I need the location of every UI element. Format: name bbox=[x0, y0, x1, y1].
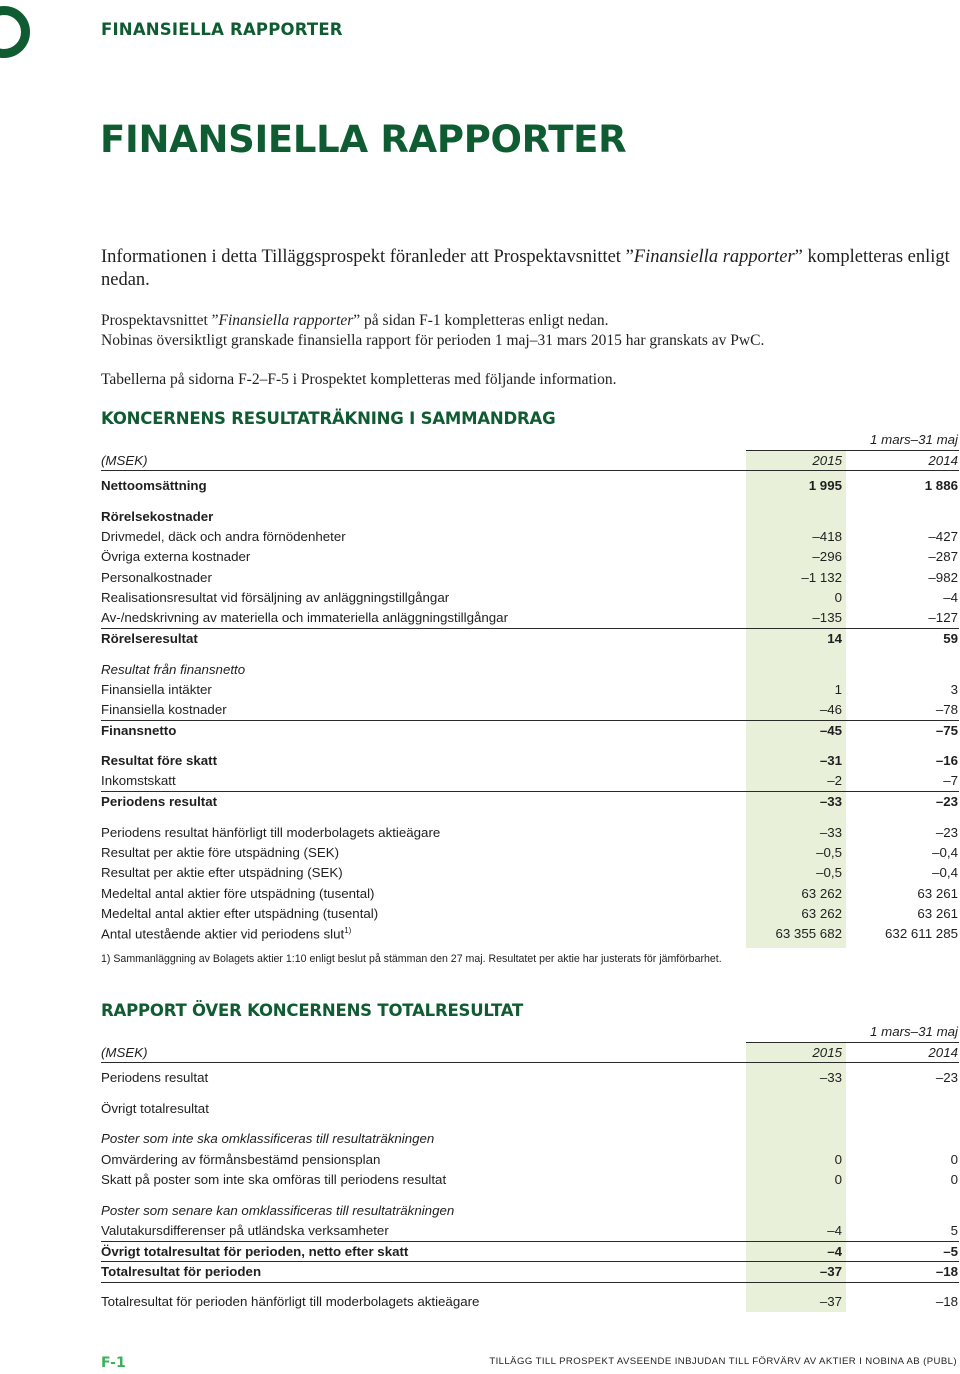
table-row: Nettoomsättning 1 995 1 886 bbox=[101, 478, 958, 493]
table-row: Periodens resultat –33 –23 bbox=[101, 794, 958, 809]
corner-ring-decoration bbox=[0, 6, 30, 58]
intro-paragraph: Informationen i detta Tilläggsprospekt föranleder att Prospektavsnittet ”Finansiella rapporter” kompletteras enligt nedan. bbox=[101, 247, 950, 290]
total-rule bbox=[101, 1282, 959, 1283]
table-row: Realisationsresultat vid försäljning av anläggningstillgångar 0 –4 bbox=[101, 590, 958, 605]
page-title: FINANSIELLA RAPPORTER bbox=[100, 118, 627, 161]
table-row: Totalresultat för perioden hänförligt till moderbolagets aktieägare –37 –18 bbox=[101, 1294, 958, 1309]
table-row: Rörelsekostnader bbox=[101, 509, 214, 524]
table-row: Finansiella intäkter 1 3 bbox=[101, 682, 958, 697]
table-row: Av-/nedskrivning av materiella och immateriella anläggningstillgångar –135 –127 bbox=[101, 610, 958, 625]
table-row: Periodens resultat –33 –23 bbox=[101, 1070, 958, 1085]
table-row: Valutakursdifferenser på utländska verksamheter –4 5 bbox=[101, 1223, 958, 1238]
table-row: Antal utestående aktier vid periodens slut$^{1)}$ 63 355 682 632 611 285 bbox=[101, 926, 958, 942]
table-row: Omvärdering av förmånsbestämd pensionsplan 0 0 bbox=[101, 1152, 958, 1167]
table-row: Skatt på poster som inte ska omföras till periodens resultat 0 0 bbox=[101, 1172, 958, 1187]
table-row: Resultat från finansnetto bbox=[101, 662, 246, 677]
footnote: 1) Sammanläggning av Bolagets aktier 1:10 enligt beslut på stämman den 27 maj. Resultatet per aktie har justerats för jämförbarhet. bbox=[101, 953, 722, 965]
period-header-row bbox=[101, 430, 959, 450]
table-row: Periodens resultat hänförligt till moderbolagets aktieägare –33 –23 bbox=[101, 825, 958, 840]
paragraph-prospectus-section: Prospektavsnittet ”Finansiella rapporter” på sidan F-1 kompletteras enligt nedan. bbox=[101, 312, 609, 329]
table-row: Övrigt totalresultat bbox=[101, 1101, 209, 1116]
header-rule bbox=[101, 1062, 959, 1063]
table-row: Poster som inte ska omklassificeras till resultaträkningen bbox=[101, 1131, 435, 1146]
header-rule bbox=[101, 470, 959, 471]
column-header-row: (MSEK) 2015 2014 bbox=[101, 1045, 958, 1060]
table-row: Poster som senare kan omklassificeras till resultaträkningen bbox=[101, 1203, 455, 1218]
table-row: Inkomstskatt –2 –7 bbox=[101, 773, 958, 788]
table-row: Finansiella kostnader –46 –78 bbox=[101, 702, 958, 717]
running-header: FINANSIELLA RAPPORTER bbox=[101, 20, 343, 39]
table-row: Finansnetto –45 –75 bbox=[101, 723, 958, 738]
table-row: Övrigt totalresultat för perioden, netto efter skatt –4 –5 bbox=[101, 1244, 958, 1259]
document-footer: TILLÄGG TILL PROSPEKT AVSEENDE INBJUDAN TILL FÖRVÄRV AV AKTIER I NOBINA AB (PUBL) bbox=[489, 1356, 957, 1367]
table-row: Resultat per aktie efter utspädning (SEK) –0,5 –0,4 bbox=[101, 865, 958, 880]
page-number: F-1 bbox=[101, 1355, 126, 1371]
paragraph-tables: Tabellerna på sidorna F-2–F-5 i Prospektet kompletteras med följande information. bbox=[101, 371, 617, 388]
table-row: Övriga externa kostnader –296 –287 bbox=[101, 549, 958, 564]
period-label: 1 mars–31 maj bbox=[870, 432, 958, 447]
table-row: Personalkostnader –1 132 –982 bbox=[101, 570, 958, 585]
footnote-marker: 1) bbox=[344, 926, 352, 935]
table-row: Resultat per aktie före utspädning (SEK) –0,5 –0,4 bbox=[101, 845, 958, 860]
table-row: Drivmedel, däck och andra förnödenheter –418 –427 bbox=[101, 529, 958, 544]
table-row: Medeltal antal aktier efter utspädning (tusental) 63 262 63 261 bbox=[101, 906, 958, 921]
table-row: Rörelseresultat 14 59 bbox=[101, 631, 958, 646]
paragraph-review: Nobinas översiktligt granskade finansiella rapport för perioden 1 maj–31 mars 2015 har granskats av PwC. bbox=[101, 332, 765, 349]
section-title: RAPPORT ÖVER KONCERNENS TOTALRESULTAT bbox=[101, 1001, 524, 1020]
table-row: Resultat före skatt –31 –16 bbox=[101, 753, 958, 768]
period-label: 1 mars–31 maj bbox=[870, 1024, 958, 1039]
period-header-row bbox=[101, 1022, 959, 1042]
table-row: Totalresultat för perioden –37 –18 bbox=[101, 1264, 958, 1279]
table-row: Medeltal antal aktier före utspädning (tusental) 63 262 63 261 bbox=[101, 886, 958, 901]
section-title: KONCERNENS RESULTATRÄKNING I SAMMANDRAG bbox=[101, 409, 556, 428]
column-header-row: (MSEK) 2015 2014 bbox=[101, 453, 958, 468]
